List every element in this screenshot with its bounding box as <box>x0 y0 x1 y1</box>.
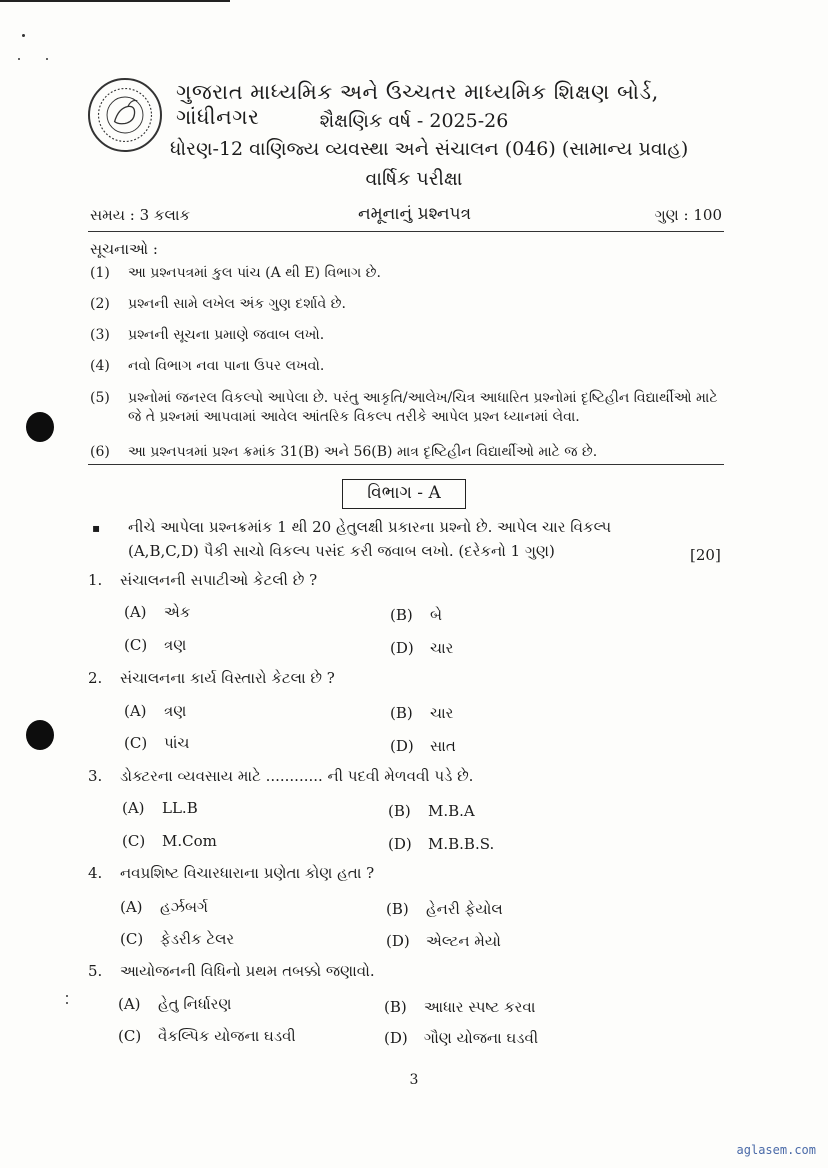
option: (C) M.Com <box>122 832 217 850</box>
scan-speck <box>46 58 48 60</box>
option: (A) LL.B <box>122 799 198 817</box>
bullet-icon: ▪ <box>92 521 101 535</box>
exam-title: વાર્ષિક પરીક્ષા <box>365 168 463 190</box>
option: (D) M.B.B.S. <box>388 835 495 853</box>
option: (D) એલ્ટન મેયો <box>386 932 501 950</box>
option: (A) ત્રણ <box>124 702 187 720</box>
option: (C) ફેડરીક ટેલર <box>120 930 235 948</box>
academic-year: શૈક્ષણિક વર્ષ - 2025-26 <box>319 110 509 132</box>
option: (B) બે <box>390 606 443 624</box>
paper-type: નમૂનાનું પ્રશ્નપત્ર <box>358 204 472 224</box>
option: (A) હર્ઝબર્ગ <box>120 898 208 916</box>
option: (B) હેનરી ફેયોલ <box>386 900 503 918</box>
scan-speck <box>22 34 25 37</box>
option: (D) સાત <box>390 737 456 755</box>
scan-speck <box>18 58 20 60</box>
scan-speck <box>66 1002 68 1004</box>
option: (C) ત્રણ <box>124 636 187 654</box>
scan-speck <box>66 995 68 997</box>
section-a-title: વિભાગ - A <box>342 479 466 509</box>
subject-title: ધોરણ-12 વાણિજ્ય વ્યવસ્થા અને સંચાલન (046) (સામાન્ય પ્રવાહ) <box>170 138 689 160</box>
section-instruction: નીચે આપેલા પ્રશ્નક્રમાંક 1 થી 20 હેતુલક્ષી પ્રકારના પ્રશ્નો છે. આપેલ ચાર વિકલ્પ (A,B,C,D) પૈકી સાચો વિકલ્પ પસંદ કરી જવાબ લખો. (દરેકનો 1 ગુણ) <box>128 518 612 560</box>
instructions-title: સૂચનાઓ : <box>90 240 158 258</box>
paper-meta <box>90 206 722 230</box>
page-number: 3 <box>409 1072 419 1088</box>
punch-hole <box>26 412 54 442</box>
divider <box>88 464 724 465</box>
option: (C) વૈકલ્પિક યોજના ઘડવી <box>118 1027 296 1045</box>
scan-edge-line <box>0 0 230 2</box>
divider <box>88 231 724 232</box>
section-marks: [20] <box>690 546 721 564</box>
option: (A) હેતુ નિર્ધારણ <box>118 995 232 1013</box>
option: (D) ગૌણ યોજના ઘડવી <box>384 1029 539 1047</box>
option: (B) ચાર <box>390 704 454 722</box>
time-allowed: સમય : 3 કલાક <box>90 206 191 224</box>
option: (A) એક <box>124 603 191 621</box>
option: (C) પાંચ <box>124 734 190 752</box>
watermark: aglasem.com <box>736 1143 816 1157</box>
option: (B) M.B.A <box>388 802 475 820</box>
option: (B) આધાર સ્પષ્ટ કરવા <box>384 998 536 1016</box>
option: (D) ચાર <box>390 639 454 657</box>
punch-hole <box>26 720 54 750</box>
board-name: ગુજરાત માધ્યમિક અને ઉચ્ચતર માધ્યમિક શિક્ષણ બોર્ડ, ગાંધીનગર <box>176 80 659 129</box>
total-marks: ગુણ : 100 <box>654 206 722 224</box>
